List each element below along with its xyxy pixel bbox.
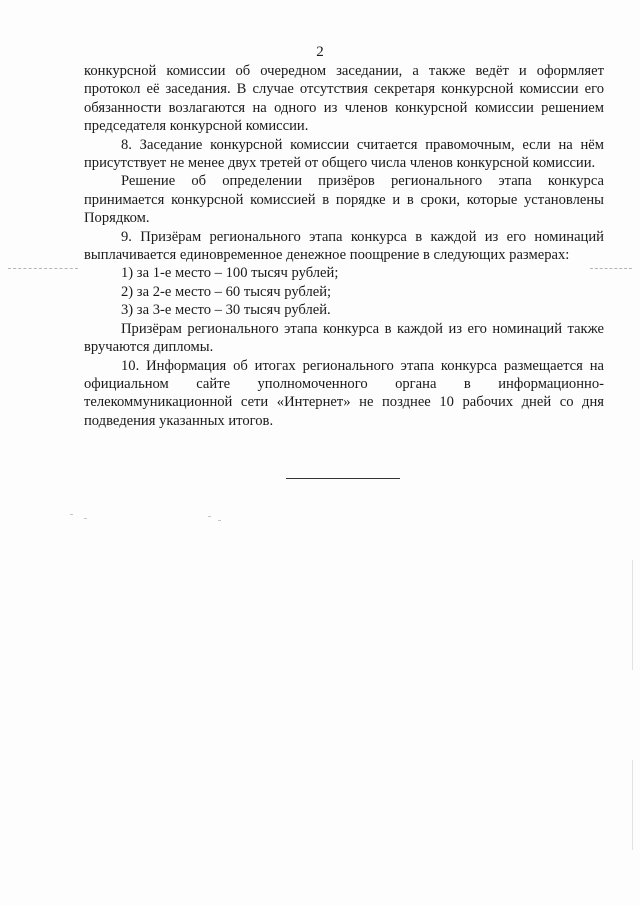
document-body — [84, 62, 604, 430]
paragraph-diplomas: Призёрам регионального этапа конкурса в каждой из его номинаций также вручаются дипломы. — [84, 320, 604, 356]
paragraph-item-8: 8. Заседание конкурсной комиссии считается правомочным, если на нём присутствует не менее двух третей от общего числа членов конкурсной комиссии. — [84, 136, 604, 172]
paragraph-continuation: конкурсной комиссии об очередном заседании, а также ведёт и оформляет протокол её заседания. В случае отсутствия секретаря конкурсной комиссии его обязанности возлагаются на одного из членов конкурсной комиссии решением председателя конкурсной комиссии. — [84, 63, 604, 135]
paragraph-item-9: 9. Призёрам регионального этапа конкурса в каждой из его номинаций выплачивается единовременное денежное поощрение в следующих размерах: — [84, 228, 604, 264]
prize-item-1: 1) за 1-е место – 100 тысяч рублей; — [121, 265, 339, 282]
paragraph-item-10: 10. Информация об итогах регионального этапа конкурса размещается на официальном сайте уполномоченного органа в информационно-телекоммуникационной сети «Интернет» не позднее 10 рабочих дней со дня подведения указанных итогов. — [84, 357, 604, 429]
prize-list — [84, 264, 604, 319]
page-number: 2 — [316, 44, 324, 60]
scan-speck — [208, 516, 211, 517]
scan-speck — [70, 514, 73, 515]
scan-artifact-right — [590, 268, 632, 269]
prize-item-3: 3) за 3-е место – 30 тысяч рублей. — [121, 302, 331, 319]
paragraph-decision: Решение об определении призёров регионального этапа конкурса принимается конкурсной комиссией в порядке и в сроки, которые установлены Порядком. — [84, 173, 604, 227]
scan-artifact-left — [8, 268, 78, 269]
scan-speck — [84, 518, 87, 519]
scan-edge-line — [632, 560, 633, 670]
prize-item-2: 2) за 2-е место – 60 тысяч рублей; — [121, 283, 332, 300]
closing-separator-line — [286, 478, 400, 479]
scan-edge-line — [632, 760, 633, 850]
scan-speck — [218, 520, 221, 521]
